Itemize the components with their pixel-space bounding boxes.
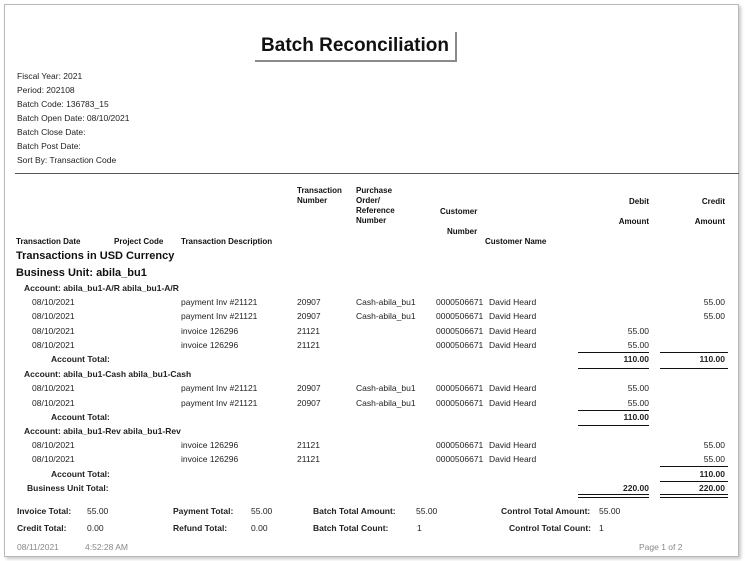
- business-unit-total-label: Business Unit Total:: [27, 483, 109, 493]
- row-number: 21121: [297, 440, 321, 450]
- col-purchase-order: Purchase Order/ Reference Number: [356, 186, 395, 225]
- footer-date: 08/11/2021: [17, 542, 59, 552]
- row-customer-number: 0000506671: [436, 340, 484, 350]
- control-total-count-value: 1: [599, 523, 604, 533]
- row-number: 21121: [297, 326, 321, 336]
- account-total-credit: 110.00: [699, 469, 725, 479]
- row-debit: 55.00: [627, 398, 649, 408]
- account-total-credit: 110.00: [699, 354, 725, 364]
- row-customer-name: David Heard: [489, 398, 537, 408]
- meta-batch-post-date: Batch Post Date:: [17, 141, 81, 151]
- row-description: invoice 126296: [181, 326, 239, 336]
- row-customer-name: David Heard: [489, 383, 537, 393]
- credit-total-label: Credit Total:: [17, 523, 67, 533]
- col-debit: Debit: [629, 197, 649, 206]
- col-project-code: Project Code: [114, 237, 164, 246]
- row-credit: 55.00: [703, 297, 725, 307]
- row-customer-name: David Heard: [489, 326, 537, 336]
- account-total-label: Account Total:: [51, 469, 110, 479]
- meta-batch-open-date: Batch Open Date: 08/10/2021: [17, 113, 130, 123]
- row-customer-name: David Heard: [489, 340, 537, 350]
- refund-total-label: Refund Total:: [173, 523, 228, 533]
- header-divider: [15, 173, 739, 174]
- col-debit-amount: Amount: [618, 217, 649, 226]
- row-description: payment Inv #21121: [181, 398, 258, 408]
- row-description: invoice 126296: [181, 440, 239, 450]
- row-date: 08/10/2021: [32, 311, 75, 321]
- debit-total-rule: [578, 425, 649, 426]
- credit-total-rule-top: [660, 466, 728, 467]
- row-description: invoice 126296: [181, 340, 239, 350]
- control-total-amount-value: 55.00: [599, 506, 621, 516]
- report-title: Batch Reconciliation: [255, 32, 457, 62]
- row-date: 08/10/2021: [32, 340, 75, 350]
- payment-total-label: Payment Total:: [173, 506, 234, 516]
- row-number: 20907: [297, 383, 321, 393]
- row-reference: Cash-abila_bu1: [356, 383, 416, 393]
- batch-total-count-value: 1: [417, 523, 422, 533]
- meta-sort-by: Sort By: Transaction Code: [17, 155, 117, 165]
- account-heading: Account: abila_bu1-Rev abila_bu1-Rev: [24, 426, 181, 436]
- col-credit: Credit: [701, 197, 725, 206]
- row-customer-number: 0000506671: [436, 311, 484, 321]
- business-unit-heading: Business Unit: abila_bu1: [16, 267, 147, 279]
- row-number: 20907: [297, 311, 321, 321]
- row-number: 20907: [297, 297, 321, 307]
- row-customer-name: David Heard: [489, 311, 537, 321]
- meta-batch-close-date: Batch Close Date:: [17, 127, 86, 137]
- row-debit: 55.00: [627, 340, 649, 350]
- row-customer-number: 0000506671: [436, 454, 484, 464]
- row-customer-name: David Heard: [489, 297, 537, 307]
- col-transaction-description: Transaction Description: [181, 237, 273, 246]
- row-credit: 55.00: [703, 454, 725, 464]
- row-debit: 55.00: [627, 326, 649, 336]
- row-number: 21121: [297, 454, 321, 464]
- col-customer-number: Number: [447, 227, 478, 236]
- meta-fiscal-year: Fiscal Year: 2021: [17, 71, 83, 81]
- row-description: invoice 126296: [181, 454, 239, 464]
- row-customer-number: 0000506671: [436, 326, 484, 336]
- row-credit: 55.00: [703, 440, 725, 450]
- row-number: 21121: [297, 340, 321, 350]
- row-customer-name: David Heard: [489, 440, 537, 450]
- invoice-total-value: 55.00: [87, 506, 109, 516]
- col-customer-name: Customer Name: [485, 237, 547, 246]
- row-customer-number: 0000506671: [436, 398, 484, 408]
- currency-heading: Transactions in USD Currency: [16, 250, 175, 262]
- row-date: 08/10/2021: [32, 326, 75, 336]
- col-transaction-date: Transaction Date: [16, 237, 81, 246]
- debit-total-rule-top: [578, 410, 649, 411]
- row-date: 08/10/2021: [32, 297, 75, 307]
- refund-total-value: 0.00: [251, 523, 268, 533]
- business-unit-total-debit: 220.00: [623, 483, 649, 493]
- row-customer-number: 0000506671: [436, 440, 484, 450]
- row-description: payment Inv #21121: [181, 297, 258, 307]
- col-transaction-number: Transaction Number: [297, 186, 342, 205]
- row-date: 08/10/2021: [32, 454, 75, 464]
- account-total-label: Account Total:: [51, 354, 110, 364]
- credit-grand-total-rule: [660, 494, 728, 498]
- credit-total-rule-top: [660, 352, 728, 353]
- debit-total-rule-top: [578, 352, 649, 353]
- payment-total-value: 55.00: [251, 506, 273, 516]
- account-heading: Account: abila_bu1-A/R abila_bu1-A/R: [24, 283, 179, 293]
- row-debit: 55.00: [627, 383, 649, 393]
- row-reference: Cash-abila_bu1: [356, 297, 416, 307]
- meta-period: Period: 202108: [17, 85, 75, 95]
- row-date: 08/10/2021: [32, 440, 75, 450]
- batch-total-count-label: Batch Total Count:: [313, 523, 389, 533]
- debit-total-rule: [578, 368, 649, 369]
- row-number: 20907: [297, 398, 321, 408]
- account-total-label: Account Total:: [51, 412, 110, 422]
- account-total-debit: 110.00: [623, 412, 649, 422]
- row-date: 08/10/2021: [32, 383, 75, 393]
- account-heading: Account: abila_bu1-Cash abila_bu1-Cash: [24, 369, 192, 379]
- report-page: [4, 4, 739, 557]
- footer-time: 4:52:28 AM: [85, 542, 129, 552]
- credit-total-rule: [660, 481, 728, 482]
- account-total-debit: 110.00: [623, 354, 649, 364]
- row-reference: Cash-abila_bu1: [356, 398, 416, 408]
- control-total-amount-label: Control Total Amount:: [501, 506, 591, 516]
- col-credit-amount: Amount: [694, 217, 725, 226]
- batch-total-amount-value: 55.00: [416, 506, 438, 516]
- business-unit-total-credit: 220.00: [699, 483, 725, 493]
- invoice-total-label: Invoice Total:: [17, 506, 72, 516]
- row-customer-name: David Heard: [489, 454, 537, 464]
- col-customer: Customer: [440, 207, 478, 216]
- row-description: payment Inv #21121: [181, 383, 258, 393]
- debit-grand-total-rule: [578, 494, 649, 498]
- footer-page-number: Page 1 of 2: [639, 542, 683, 552]
- row-customer-number: 0000506671: [436, 297, 484, 307]
- row-description: payment Inv #21121: [181, 311, 258, 321]
- row-reference: Cash-abila_bu1: [356, 311, 416, 321]
- row-credit: 55.00: [703, 311, 725, 321]
- row-date: 08/10/2021: [32, 398, 75, 408]
- credit-total-rule: [660, 368, 728, 369]
- meta-batch-code: Batch Code: 136783_15: [17, 99, 109, 109]
- credit-total-value: 0.00: [87, 523, 104, 533]
- row-customer-number: 0000506671: [436, 383, 484, 393]
- batch-total-amount-label: Batch Total Amount:: [313, 506, 396, 516]
- control-total-count-label: Control Total Count:: [509, 523, 591, 533]
